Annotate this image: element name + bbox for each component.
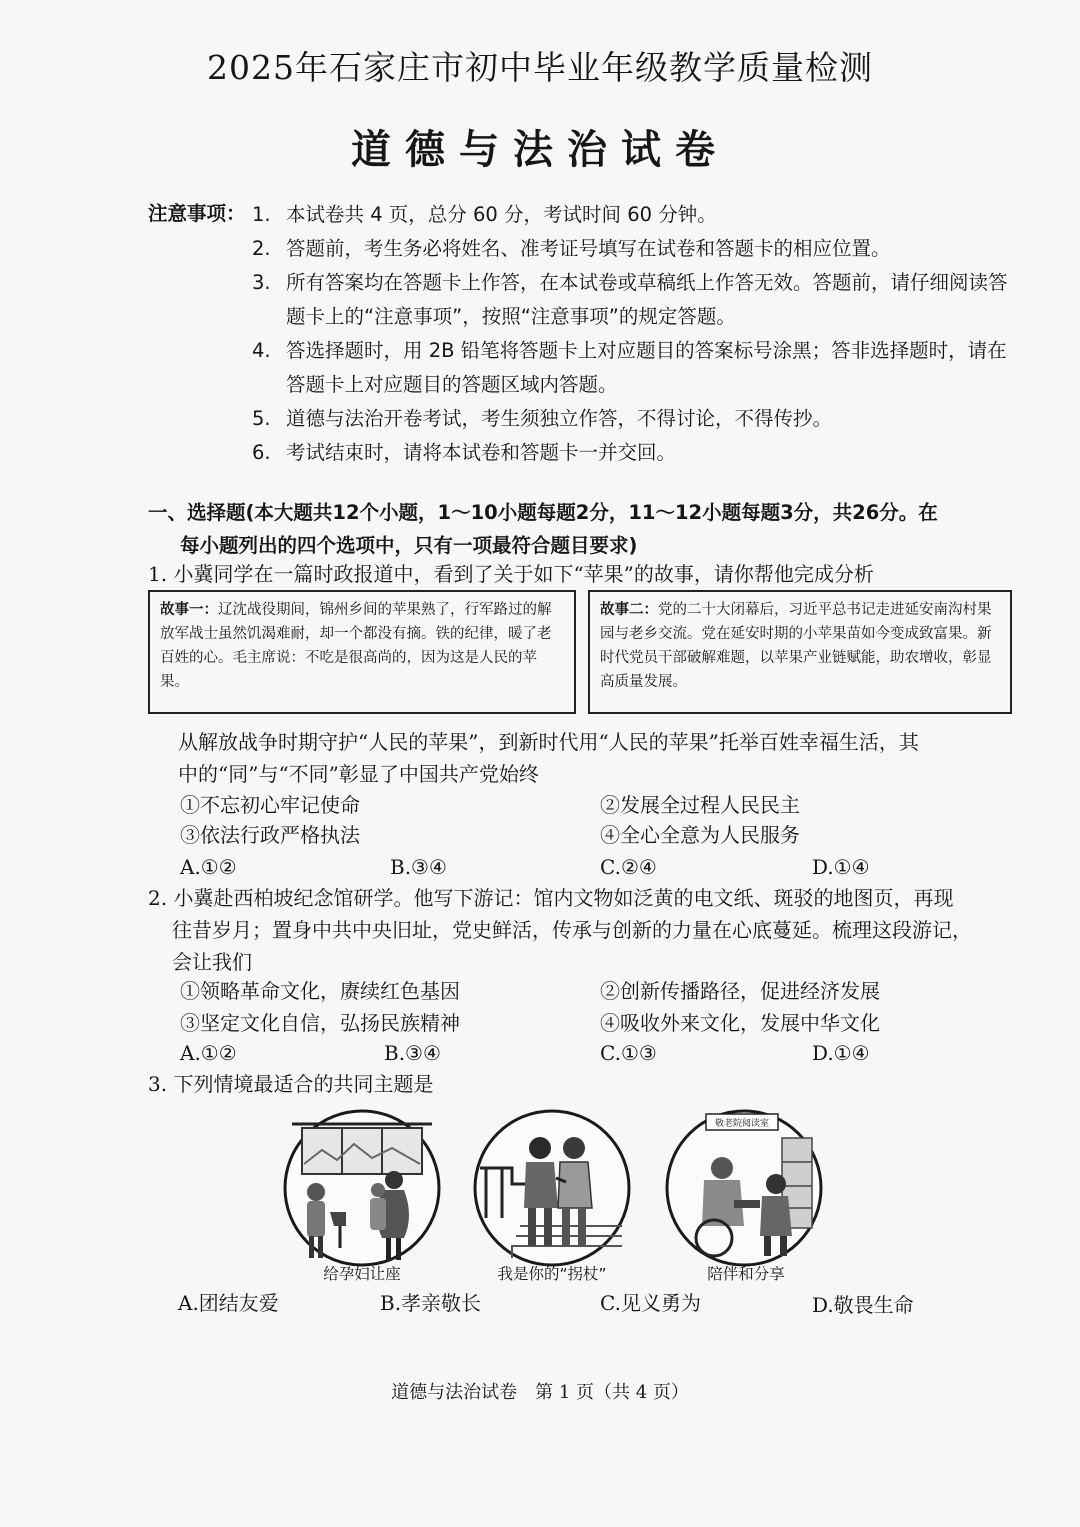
stairs-helping-illustration: [472, 1108, 632, 1268]
notice-heading: 注意事项：: [148, 202, 246, 225]
story-box-1: 故事一：辽沈战役期间，锦州乡间的苹果熟了，行军路过的解放军战士虽然饥渴难耐，却一个都没有摘。铁的纪律，暖了老百姓的心。毛主席说：不吃是很高尚的，因为这是人民的苹果。: [148, 590, 576, 714]
bus-seat-illustration: [282, 1108, 442, 1268]
question-3-stem: 3. 下列情境最适合的共同主题是: [148, 1072, 434, 1096]
q3-choice-a: A.团结友爱: [178, 1291, 279, 1315]
q3-choice-c: C.见义勇为: [600, 1291, 701, 1315]
exam-title: 2025年石家庄市初中毕业年级教学质量检测: [207, 48, 873, 87]
page-footer: 道德与法治试卷 第 1 页（共 4 页）: [391, 1382, 689, 1403]
q2-choice-d: D.①④: [812, 1041, 870, 1065]
scene-caption-2: 我是你的“拐杖”: [497, 1265, 607, 1283]
q2-choice-b: B.③④: [384, 1041, 441, 1065]
q1-statement-4: ④全心全意为人民服务: [600, 823, 800, 847]
story-box-2: 故事二：党的二十大闭幕后，习近平总书记走进延安南沟村果园与老乡交流。党在延安时期的小苹果苗如今变成致富果。新时代党员干部破解难题，以苹果产业链赋能，助农增收，彰显高质量发展。: [588, 590, 1012, 714]
notice-item: 6. 考试结束时，请将本试卷和答题卡一并交回。: [252, 441, 677, 464]
scene-caption-1: 给孕妇让座: [323, 1265, 401, 1283]
q2-choice-c: C.①③: [600, 1041, 657, 1065]
q2-statement-4: ④吸收外来文化，发展中华文化: [600, 1011, 880, 1035]
elderly-reading-room-illustration: [664, 1108, 824, 1268]
notice-item: 3. 所有答案均在答题卡上作答，在本试卷或草稿纸上作答无效。答题前，请仔细阅读答题卡上的“注意事项”，按照“注意事项”的规定答题。: [252, 271, 1008, 328]
question-1-stem: 1. 小冀同学在一篇时政报道中，看到了关于如下“苹果”的故事，请你帮他完成分析: [148, 562, 874, 586]
q1-choice-b: B.③④: [390, 855, 447, 879]
reading-room-sign: 敬老院阅读室: [714, 1119, 770, 1129]
q2-statement-2: ②创新传播路径，促进经济发展: [600, 979, 880, 1003]
question-1-paragraph: 从解放战争时期守护“人民的苹果”，到新时代用“人民的苹果”托举百姓幸福生活，其 中的“同”与“不同”彰显了中国共产党始终: [178, 730, 919, 786]
notice-item: 5. 道德与法治开卷考试，考生须独立作答，不得讨论，不得传抄。: [252, 407, 833, 430]
question-2-stem: 2. 小冀赴西柏坡纪念馆研学。他写下游记：馆内文物如泛黄的电文纸、斑驳的地图页，再现 往昔岁月；置身中共中央旧址，党史鲜活，传承与创新的力量在心底蔓延。梳理这段游记， 会让我们: [148, 886, 972, 974]
scene-caption-3: 陪伴和分享: [707, 1265, 785, 1283]
q2-statement-3: ③坚定文化自信，弘扬民族精神: [180, 1011, 460, 1035]
q1-statement-2: ②发展全过程人民民主: [600, 793, 800, 817]
notice-item: 2. 答题前，考生务必将姓名、准考证号填写在试卷和答题卡的相应位置。: [252, 237, 891, 260]
q1-choice-a: A.①②: [180, 855, 237, 879]
q1-statement-1: ①不忘初心牢记使命: [180, 793, 360, 817]
q3-choice-d: D.敬畏生命: [812, 1293, 914, 1317]
section-heading: 一、选择题(本大题共12个小题，1～10小题每题2分，11～12小题每题3分，共26分。在 每小题列出的四个选项中，只有一项最符合题目要求): [148, 501, 938, 557]
q1-choice-d: D.①④: [812, 855, 870, 879]
notice-item: 4. 答选择题时，用 2B 铅笔将答题卡上对应题目的答案标号涂黑；答非选择题时，请在答题卡上对应题目的答题区域内答题。: [252, 339, 1007, 396]
q1-statement-3: ③依法行政严格执法: [180, 823, 360, 847]
exam-subject-title: 道德与法治试卷: [351, 126, 729, 173]
q2-choice-a: A.①②: [180, 1041, 237, 1065]
notice-item: 1. 本试卷共 4 页，总分 60 分，考试时间 60 分钟。: [252, 203, 717, 226]
q2-statement-1: ①领略革命文化，赓续红色基因: [180, 979, 460, 1003]
q3-choice-b: B.孝亲敬长: [380, 1291, 482, 1315]
q1-choice-c: C.②④: [600, 855, 657, 879]
